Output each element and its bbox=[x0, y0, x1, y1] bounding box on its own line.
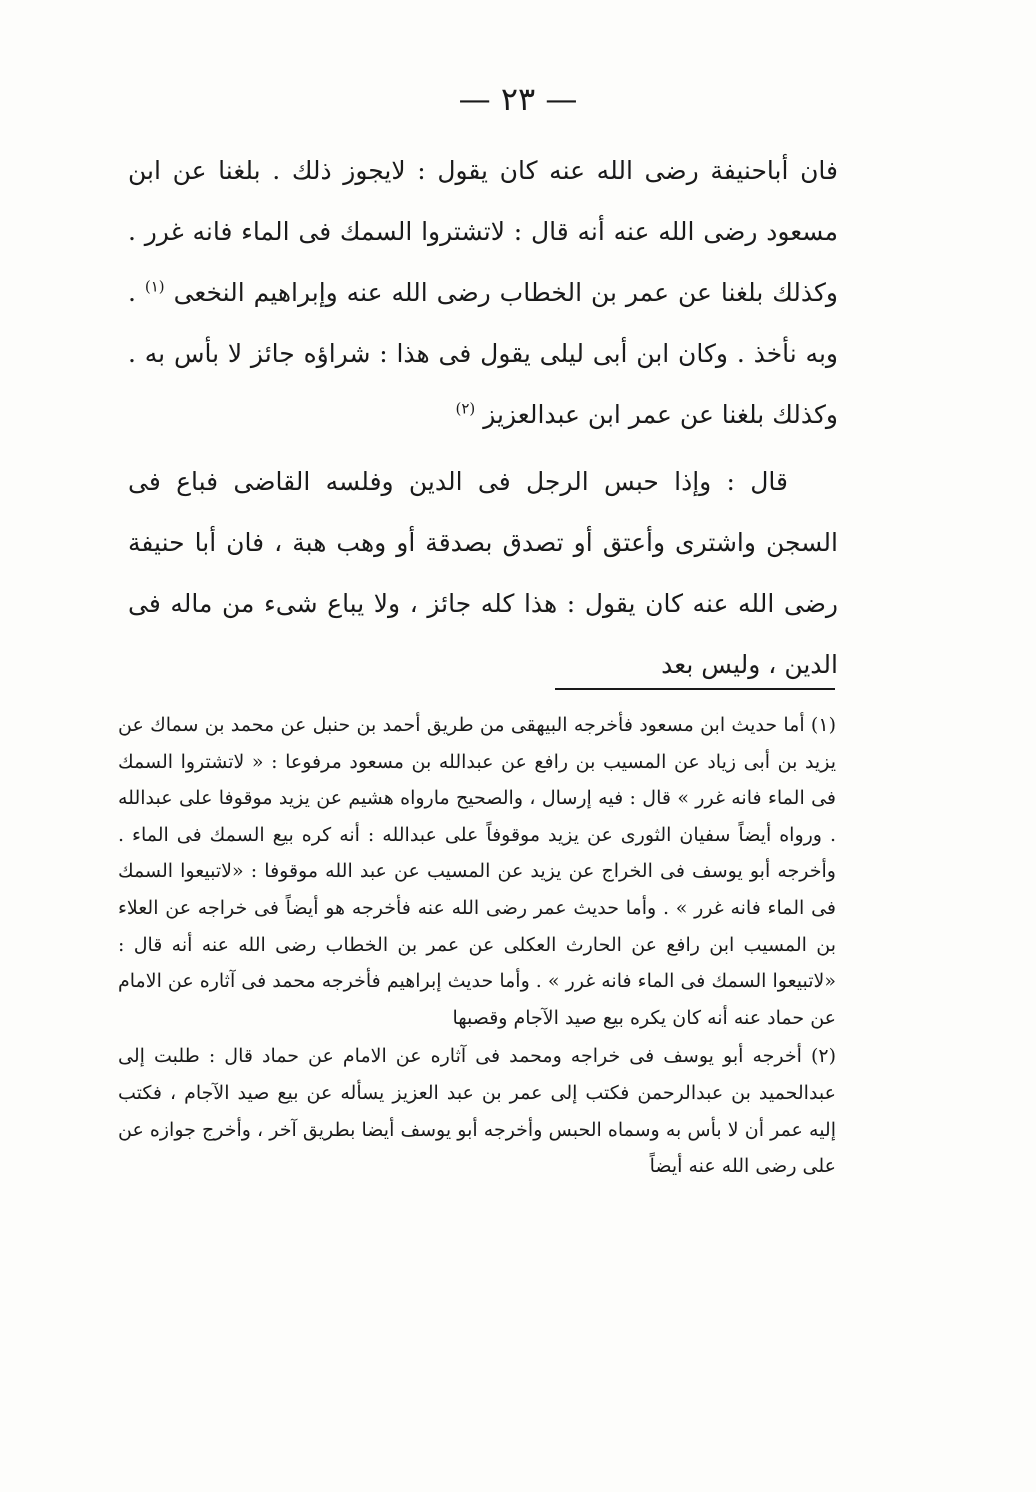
page-number: — ٢٣ — bbox=[458, 80, 578, 118]
footnotes bbox=[118, 707, 836, 1185]
paragraph-text: فان أباحنيفة رضى الله عنه كان يقول : لايجوز ذلك . بلغنا عن ابن مسعود رضى الله عنه أنه قال : لاتشتروا السمك فى الماء فانه غرر . وكذلك بلغنا عن عمر بن الخطاب رضى الله عنه وإبراهيم النخعى bbox=[128, 156, 838, 307]
body-paragraph: قال : وإذا حبس الرجل فى الدين وفلسه القاضى فباع فى السجن واشترى وأعتق أو تصدق بصدقة أو وهب هبة ، فان أبا حنيفة رضى الله عنه كان يقول : هذا كله جائز ، ولا يباع شىء من ماله فى الدين ، وليس بعد bbox=[128, 467, 838, 679]
footnote-2: (٢) أخرجه أبو يوسف فى خراجه ومحمد فى آثاره عن الامام عن حماد قال : طلبت إلى عبدالحميد بن عبدالرحمن فكتب إلى عمر بن عبد العزيز يسأله عن بيع صيد الآجام ، فكتب إليه عمر أن لا بأس به وسماه الحبس وأخرجه أبو يوسف أيضا بطريق آخر ، وأخرج جوازه عن على رضى الله عنه أيضاً bbox=[118, 1045, 836, 1178]
footnote-reference-2: (٢) bbox=[455, 399, 476, 418]
main-text bbox=[128, 140, 838, 695]
paragraph-text: . وبه نأخذ . وكان ابن أبى ليلى يقول فى هذا : شراؤه جائز لا بأس به . وكذلك بلغنا عن عمر ابن عبدالعزيز bbox=[128, 278, 838, 429]
footnote-1: (١) أما حديث ابن مسعود فأخرجه البيهقى من طريق أحمد بن حنبل عن محمد بن سماك عن يزيد بن أبى زياد عن المسيب بن رافع عن عبدالله بن مسعود مرفوعا : « لاتشتروا السمك فى الماء فانه غرر » قال : فيه إرسال ، والصحيح مارواه هشيم عن يزيد موقوفا على عبدالله . ورواه أيضاً سفيان الثورى عن يزيد موقوفاً على عبدالله : أنه كره بيع السمك فى الماء . وأخرجه أبو يوسف فى الخراج عن يزيد عن المسيب عن عبد الله موقوفا : «لاتبيعوا السمك فى الماء فانه غرر » . وأما حديث عمر رضى الله عنه فأخرجه هو أيضاً فى خراجه عن العلاء بن المسيب ابن رافع عن الحارث العكلى عن عمر بن الخطاب رضى الله عنه أنه قال : «لاتبيعوا السمك فى الماء فانه غرر » . وأما حديث إبراهيم فأخرجه محمد فى آثاره عن الامام عن حماد عنه أنه كان يكره بيع صيد الآجام وقصبها bbox=[118, 714, 836, 1029]
footnote-reference-1: (١) bbox=[144, 277, 165, 296]
footnote-separator bbox=[555, 688, 835, 690]
body-paragraph bbox=[128, 140, 838, 445]
